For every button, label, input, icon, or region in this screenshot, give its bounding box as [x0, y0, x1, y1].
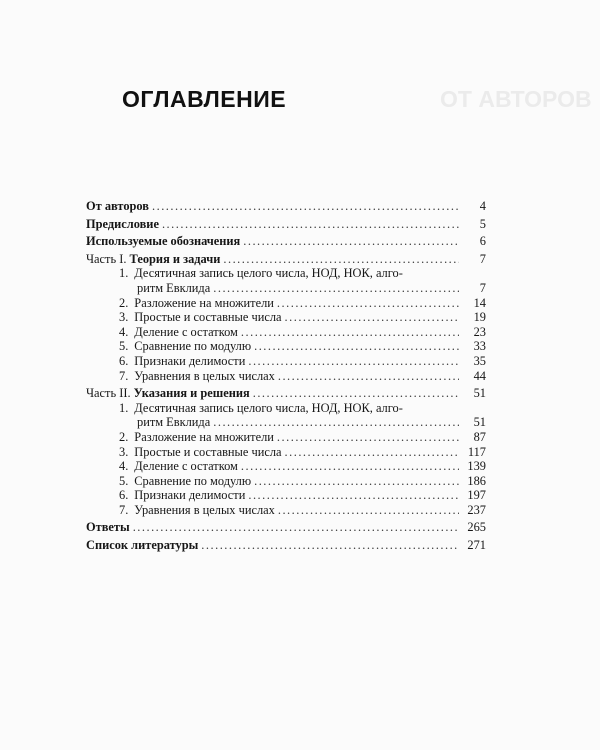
toc-entry-label — [86, 445, 282, 460]
dot-leader — [133, 520, 459, 535]
dot-leader — [285, 445, 459, 460]
toc-entry-label — [86, 369, 275, 384]
toc-entry — [86, 199, 486, 214]
dot-leader — [277, 430, 459, 445]
toc-page-number: 4 — [479, 199, 486, 213]
toc-page-number: 237 — [467, 502, 486, 517]
toc-entry — [86, 401, 486, 416]
toc-entry — [86, 445, 486, 460]
toc-page-number: 35 — [473, 353, 486, 368]
toc-entry — [86, 520, 486, 535]
toc-page-number: 271 — [467, 538, 486, 553]
toc-entry-label — [86, 281, 210, 296]
dot-leader — [248, 488, 459, 503]
toc-item-number: 4. — [119, 459, 129, 474]
toc-item-title: Признаки делимости — [134, 488, 246, 503]
toc-item-title: Десятичная запись целого числа, НОД, НОК, алго- — [134, 266, 403, 281]
toc-item-title: Простые и составные числа — [134, 310, 282, 325]
toc-page-number: 44 — [473, 368, 486, 383]
toc-entry — [86, 339, 486, 354]
toc-item-number: 2. — [119, 429, 129, 444]
toc-item-title: Сравнение по модулю — [134, 473, 252, 488]
dot-leader — [243, 234, 459, 249]
toc-entry-label — [86, 488, 245, 503]
toc-entry — [86, 354, 486, 369]
toc-part-title: Теория и задачи — [129, 251, 221, 266]
toc-entry-label — [86, 217, 159, 232]
toc-item-title: Деление с остатком — [134, 459, 238, 474]
toc-entry-label — [86, 401, 486, 416]
toc-entry — [86, 252, 486, 267]
toc-item-title: Ответы — [86, 520, 130, 535]
dot-leader — [254, 339, 459, 354]
toc-entry-label — [86, 310, 282, 325]
toc-part-number: Часть I. — [86, 251, 130, 266]
toc-page-number: 117 — [467, 444, 486, 459]
toc-entry — [86, 325, 486, 340]
toc-page-number: 51 — [473, 415, 486, 430]
dot-leader — [277, 296, 459, 311]
toc-item-number: 6. — [119, 353, 129, 368]
toc-item-number: 7. — [119, 502, 129, 517]
dot-leader — [213, 281, 459, 296]
toc-item-title: Десятичная запись целого числа, НОД, НОК, алго- — [134, 400, 403, 415]
page-title: ОГЛАВЛЕНИЕ — [122, 86, 287, 112]
toc-entry-label — [86, 538, 198, 553]
toc-entry — [86, 296, 486, 311]
toc-item-title: Простые и составные числа — [134, 444, 282, 459]
dot-leader — [248, 354, 459, 369]
dot-leader — [162, 217, 459, 232]
toc-item-title: Деление с остатком — [134, 324, 238, 339]
toc-item-title: Разложение на множители — [134, 295, 274, 310]
toc-entry-label — [86, 199, 149, 214]
toc-page-number: 186 — [467, 473, 486, 488]
toc-item-number: 6. — [119, 488, 129, 503]
dot-leader — [253, 386, 459, 401]
toc-entry — [86, 369, 486, 384]
toc-item-title: Разложение на множители — [134, 429, 274, 444]
dot-leader — [201, 538, 459, 553]
toc-page-number: 197 — [467, 488, 486, 503]
toc-entry-label — [86, 234, 240, 249]
toc-page-number: 5 — [479, 216, 486, 231]
toc-entry-label — [86, 339, 251, 354]
toc-entry-label — [86, 415, 210, 430]
toc-item-number: 7. — [119, 368, 129, 383]
toc-item-number: 5. — [119, 473, 129, 488]
toc-entry-label — [86, 354, 245, 369]
toc-page-number: 265 — [467, 520, 486, 535]
toc-item-title: Признаки делимости — [134, 353, 246, 368]
toc-part-title: Указания и решения — [133, 386, 250, 401]
toc-entry-label — [86, 503, 275, 518]
toc-page-number: 7 — [479, 280, 486, 295]
toc-page-number: 139 — [467, 459, 486, 474]
toc-entry — [86, 281, 486, 296]
toc-entry-label — [86, 266, 486, 281]
toc-page-number: 23 — [473, 324, 486, 339]
toc-part-number: Часть II. — [86, 386, 134, 401]
dot-leader — [223, 252, 459, 267]
toc-entry-label — [86, 386, 250, 401]
toc-entry — [86, 217, 486, 232]
toc-page-number: 87 — [473, 429, 486, 444]
toc-page-number: 14 — [473, 295, 486, 310]
toc-page-number: 51 — [473, 386, 486, 401]
toc-item-title: От авторов — [86, 199, 149, 213]
dot-leader — [254, 474, 459, 489]
toc-item-number: 1. — [119, 266, 129, 281]
toc-entry — [86, 430, 486, 445]
toc-entry — [86, 459, 486, 474]
toc-item-title: Уравнения в целых числах — [134, 368, 275, 383]
toc-entry-label — [86, 474, 251, 489]
toc-entry — [86, 415, 486, 430]
toc-item-title: Уравнения в целых числах — [134, 502, 275, 517]
toc-item-title: Сравнение по модулю — [134, 339, 252, 354]
toc-entry-label — [86, 296, 274, 311]
toc-item-number: 3. — [119, 310, 129, 325]
toc-page-number: 6 — [479, 234, 486, 249]
toc-entry-label — [86, 252, 220, 267]
toc-item-title: Список литературы — [86, 538, 199, 553]
dot-leader — [241, 325, 459, 340]
bleed-through-text: ОТ АВТОРОВ — [440, 86, 592, 112]
toc-page-number: 19 — [473, 310, 486, 325]
toc-page-number: 7 — [479, 251, 486, 266]
toc-entry — [86, 503, 486, 518]
toc-item-title: Предисловие — [86, 216, 159, 231]
toc-item-number: 2. — [119, 295, 129, 310]
toc-item-number: 5. — [119, 339, 129, 354]
toc-entry — [86, 474, 486, 489]
toc-item-number: 4. — [119, 324, 129, 339]
toc-entry — [86, 234, 486, 249]
dot-leader — [285, 310, 459, 325]
toc-entry — [86, 310, 486, 325]
dot-leader — [241, 459, 459, 474]
toc-entry-label — [86, 430, 274, 445]
toc-item-number: 1. — [119, 400, 129, 415]
toc-entry — [86, 488, 486, 503]
table-of-contents — [86, 199, 486, 553]
toc-entry-label — [86, 459, 238, 474]
dot-leader — [278, 369, 459, 384]
toc-entry — [86, 538, 486, 553]
toc-entry-label — [86, 520, 130, 535]
dot-leader — [152, 199, 459, 214]
toc-entry — [86, 266, 486, 281]
toc-entry-label — [86, 325, 238, 340]
dot-leader — [213, 415, 459, 430]
toc-item-number: 3. — [119, 444, 129, 459]
toc-page-number: 33 — [473, 339, 486, 354]
toc-entry — [86, 386, 486, 401]
toc-item-title: Используемые обозначения — [86, 234, 241, 249]
dot-leader — [278, 503, 459, 518]
toc-item-title: ритм Евклида — [137, 415, 211, 430]
toc-item-title: ритм Евклида — [137, 280, 211, 295]
